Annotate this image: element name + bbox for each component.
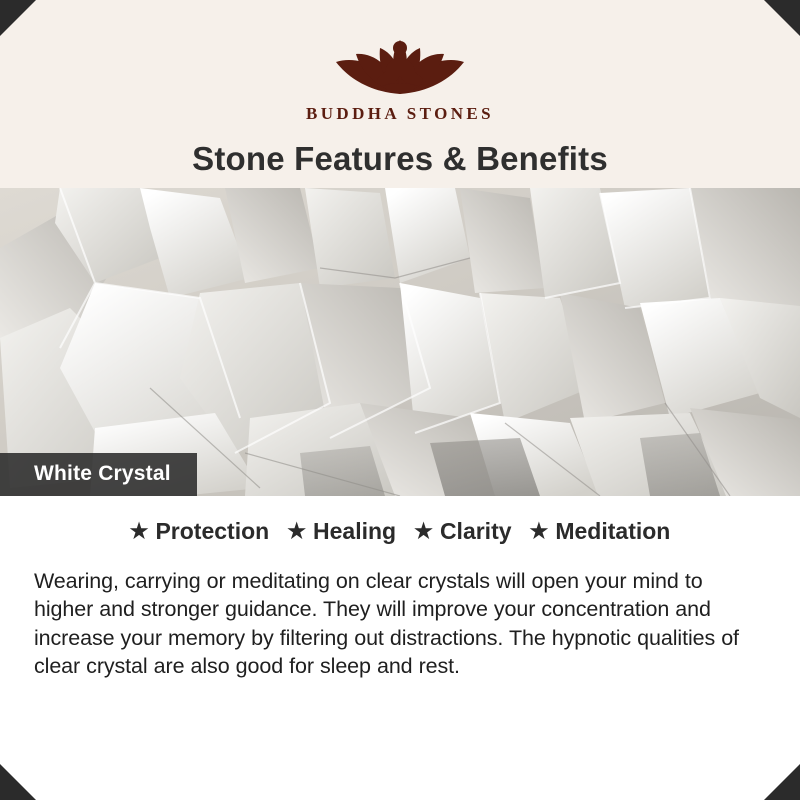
lotus-meditation-icon xyxy=(314,22,486,102)
benefit-item xyxy=(130,518,270,545)
page-title: Stone Features & Benefits xyxy=(192,140,608,177)
benefit-item xyxy=(287,518,396,545)
benefit-label: Protection xyxy=(155,518,270,544)
corner-accent-top-left xyxy=(0,0,36,36)
benefits-list xyxy=(34,518,766,545)
corner-accent-bottom-left xyxy=(0,764,36,800)
crystal-photo xyxy=(0,188,800,496)
description-text: Wearing, carrying or meditating on clear crystals will open your mind to higher and stronger guidance. They will improve your concentration and increase your memory by filtering out distractions. The hypnotic qualities of clear crystal are also good for sleep and rest. xyxy=(34,568,739,679)
content-section xyxy=(0,496,800,800)
header-section xyxy=(0,0,800,188)
corner-accent-top-right xyxy=(764,0,800,36)
star-icon: ★ xyxy=(129,520,149,543)
benefit-label: Clarity xyxy=(439,518,512,544)
benefit-label: Meditation xyxy=(555,518,671,544)
crystal-photo-image xyxy=(0,188,800,496)
star-icon: ★ xyxy=(529,520,549,543)
star-icon: ★ xyxy=(414,520,433,543)
brand-logo xyxy=(306,22,494,124)
crystal-name-label: White Crystal xyxy=(0,453,197,496)
star-icon: ★ xyxy=(287,520,307,543)
benefit-label: Healing xyxy=(313,518,397,544)
title-bar xyxy=(0,140,800,188)
benefit-item xyxy=(530,518,671,545)
benefit-item xyxy=(414,518,511,545)
corner-accent-bottom-right xyxy=(764,764,800,800)
brand-name: BUDDHA STONES xyxy=(306,104,494,123)
